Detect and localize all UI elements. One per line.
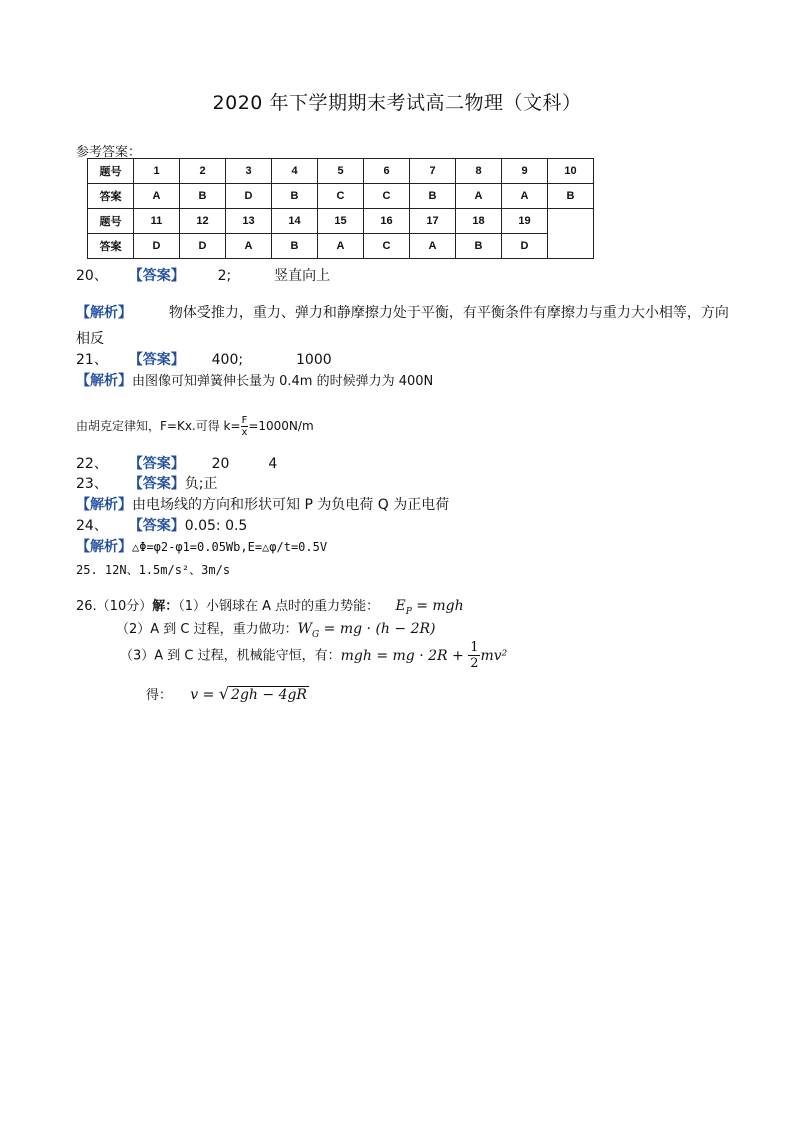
fraction-denominator: x	[241, 427, 248, 438]
q24-analysis-line	[76, 536, 327, 556]
fraction-denominator: 2	[470, 656, 479, 671]
fraction-numerator: F	[241, 415, 248, 426]
table-cell: 4	[272, 159, 318, 184]
table-cell: 6	[364, 159, 410, 184]
table-cell: C	[318, 184, 364, 209]
table-cell: D	[134, 234, 180, 259]
q20-answer-2: 竖直向上	[274, 268, 331, 284]
q26-part2-text: （2）A 到 C 过程，重力做功：	[116, 622, 298, 637]
answer-table	[87, 158, 594, 259]
math-lhs: v =	[190, 687, 219, 703]
q21-analysis-tag: 【解析】	[76, 373, 132, 389]
table-cell: A	[134, 184, 180, 209]
table-cell: B	[180, 184, 226, 209]
q23-answer-line	[76, 473, 217, 493]
table-cell: 14	[272, 209, 318, 234]
math-subscript: G	[312, 629, 320, 640]
q20-analysis: 物体受推力，重力、弹力和静摩擦力处于平衡，有平衡条件有摩擦力与重力大小相等，方向	[168, 305, 729, 321]
table-row	[88, 159, 594, 184]
q22-number: 22、	[76, 456, 108, 472]
q21-hooke-line	[76, 415, 314, 438]
table-cell: B	[272, 184, 318, 209]
q21-number: 21、	[76, 352, 108, 368]
q20-number: 20、	[76, 268, 108, 284]
table-cell: 2	[180, 159, 226, 184]
table-cell: C	[364, 234, 410, 259]
q21-answer-tag: 【答案】	[128, 352, 185, 368]
q26-part2-line	[116, 618, 435, 640]
q21-analysis: 由图像可知弹簧伸长量为 0.4m 的时候弹力为 400N	[132, 374, 434, 389]
q22-answer-line	[76, 453, 277, 473]
page-title: 2020 年下学期期末考试高二物理（文科）	[212, 92, 582, 114]
table-row	[88, 184, 594, 209]
table-cell: 17	[410, 209, 456, 234]
q20-answer-line	[76, 265, 330, 285]
q23-analysis-tag: 【解析】	[76, 497, 132, 513]
q26-result-formula	[190, 684, 309, 703]
table-cell: B	[410, 184, 456, 209]
q20-answer-tag: 【答案】	[128, 268, 185, 284]
table-cell: D	[502, 234, 548, 259]
q26-half-fraction	[468, 640, 480, 671]
q21-answer: 400;	[211, 352, 244, 368]
q24-answer-tag: 【答案】	[128, 518, 185, 534]
reference-answer-label: 参考答案：	[76, 145, 142, 160]
q26-result-label: 得：	[146, 688, 173, 703]
table-cell: A	[226, 234, 272, 259]
table-cell: D	[226, 184, 272, 209]
math-rhs: = mgh	[411, 598, 464, 614]
table-row	[88, 234, 594, 259]
q22-answer-tag: 【答案】	[128, 456, 185, 472]
q22-answer-2: 4	[268, 456, 278, 472]
q24-answer: 0.05: 0.5	[184, 518, 248, 534]
table-cell: 16	[364, 209, 410, 234]
q24-number: 24、	[76, 518, 108, 534]
math-rhs: = mg · (h − 2R)	[319, 621, 436, 637]
q21-analysis-line	[76, 370, 433, 390]
q26-part1-formula	[395, 598, 464, 617]
q24-analysis-tag: 【解析】	[76, 539, 132, 555]
q24-analysis: △Φ=φ2-φ1=0.05Wb,E=△φ/t=0.5V	[132, 540, 328, 554]
q20-analysis-line	[76, 302, 729, 322]
table-cell-header: 答案	[88, 234, 134, 259]
table-cell: A	[318, 234, 364, 259]
table-cell: 8	[456, 159, 502, 184]
table-cell: 18	[456, 209, 502, 234]
q23-analysis-line	[76, 494, 449, 514]
table-cell-empty	[548, 209, 594, 259]
table-cell: 11	[134, 209, 180, 234]
table-cell: C	[364, 184, 410, 209]
math-symbol: W	[297, 621, 313, 637]
math-lhs: mgh = mg · 2R +	[340, 647, 469, 664]
table-cell: B	[272, 234, 318, 259]
table-cell: 13	[226, 209, 272, 234]
math-subscript: P	[405, 606, 412, 617]
table-cell: 1	[134, 159, 180, 184]
table-cell: A	[410, 234, 456, 259]
q22-answer: 20	[211, 456, 230, 472]
q24-answer-line	[76, 515, 247, 535]
table-cell: 10	[548, 159, 594, 184]
table-cell: 5	[318, 159, 364, 184]
table-cell: 7	[410, 159, 456, 184]
q26-part3-line	[120, 640, 507, 671]
q26-part3-formula	[340, 640, 508, 671]
q21-answer-line	[76, 349, 332, 369]
table-cell: 19	[502, 209, 548, 234]
q26-part3-text: （3）A 到 C 过程，机械能守恒，有：	[120, 648, 341, 664]
fraction-numerator: 1	[470, 640, 479, 655]
table-cell: A	[456, 184, 502, 209]
table-row	[88, 209, 594, 234]
q23-number: 23、	[76, 476, 108, 492]
q26-jie: 解：	[152, 599, 179, 614]
q23-answer: 负;正	[184, 476, 218, 492]
math-radicand: 2gh − 4gR	[231, 687, 307, 703]
table-cell: 15	[318, 209, 364, 234]
q26-part2-formula	[297, 621, 436, 640]
q23-answer-tag: 【答案】	[128, 476, 185, 492]
table-cell-header: 题号	[88, 209, 134, 234]
q21-answer-2: 1000	[296, 352, 332, 368]
table-cell: A	[502, 184, 548, 209]
math-symbol: E	[395, 598, 406, 614]
q23-analysis: 由电场线的方向和形状可知 P 为负电荷 Q 为正电荷	[132, 497, 450, 513]
table-cell: B	[548, 184, 594, 209]
table-cell-header: 题号	[88, 159, 134, 184]
q25-answer-line: 25. 12N、1.5m/s²、3m/s	[76, 563, 231, 577]
q26-part1-line	[76, 595, 464, 617]
q21-hooke-prefix: 由胡克定律知，F=Kx.可得 k=	[76, 419, 241, 433]
q26-result-line	[146, 684, 309, 703]
q26-part1-text: （1）小钢球在 A 点时的重力势能：	[178, 599, 380, 614]
q21-hooke-suffix: =1000N/m	[248, 419, 314, 433]
table-cell: 3	[226, 159, 272, 184]
math-tail: mv²	[480, 647, 508, 664]
sqrt-icon: √	[218, 684, 230, 703]
table-cell-header: 答案	[88, 184, 134, 209]
table-cell: B	[456, 234, 502, 259]
table-cell: 12	[180, 209, 226, 234]
table-cell: D	[180, 234, 226, 259]
q20-analysis-cont: 相反	[76, 331, 104, 347]
q26-intro: 26.（10分）	[76, 599, 153, 614]
q20-analysis-tag: 【解析】	[76, 305, 132, 321]
table-cell: 9	[502, 159, 548, 184]
q20-answer: 2;	[217, 268, 232, 284]
